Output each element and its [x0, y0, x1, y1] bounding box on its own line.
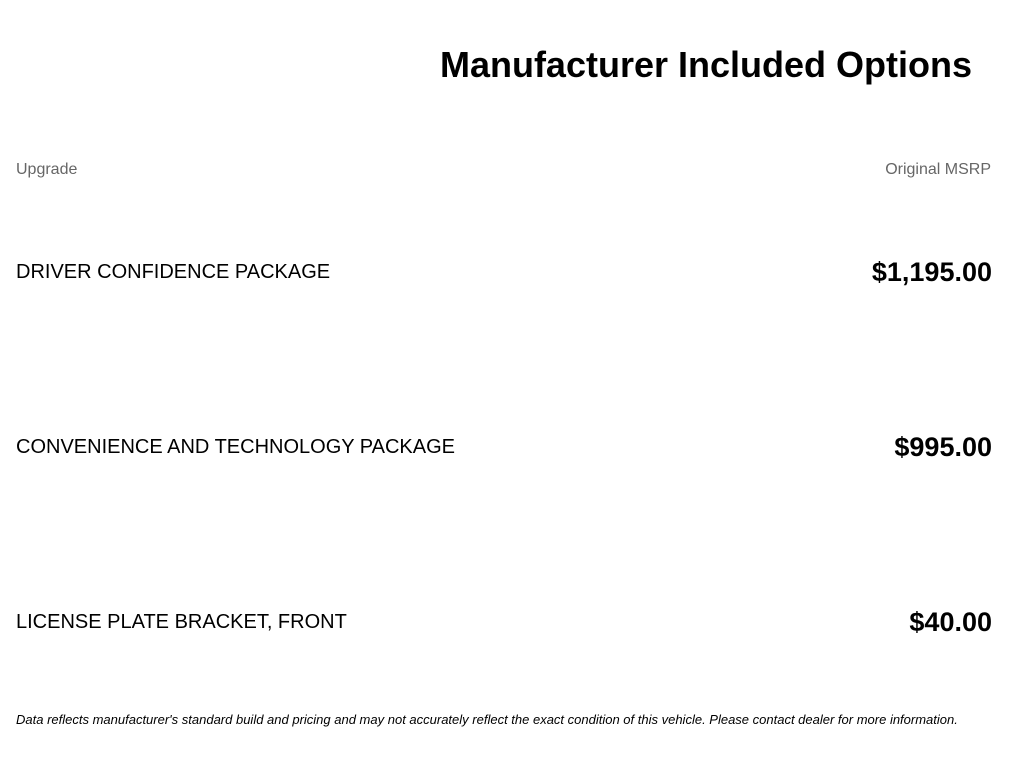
option-name: DRIVER CONFIDENCE PACKAGE: [16, 261, 331, 283]
option-row: [16, 602, 992, 642]
option-price: $1,195.00: [871, 257, 992, 287]
option-name: CONVENIENCE AND TECHNOLOGY PACKAGE: [16, 436, 455, 458]
option-name: LICENSE PLATE BRACKET, FRONT: [16, 611, 347, 633]
option-price: $40.00: [909, 607, 992, 637]
msrp-column-header: Original MSRP: [885, 161, 991, 178]
option-price: $995.00: [894, 432, 992, 462]
option-row: [16, 427, 992, 467]
option-row: [16, 252, 992, 292]
page-title: Manufacturer Included Options: [439, 44, 972, 85]
upgrade-column-header: Upgrade: [16, 161, 78, 178]
disclaimer-text: Data reflects manufacturer's standard build and pricing and may not accurately reflect the exact condition of this vehicle. Please contact dealer for more information.: [16, 712, 958, 727]
